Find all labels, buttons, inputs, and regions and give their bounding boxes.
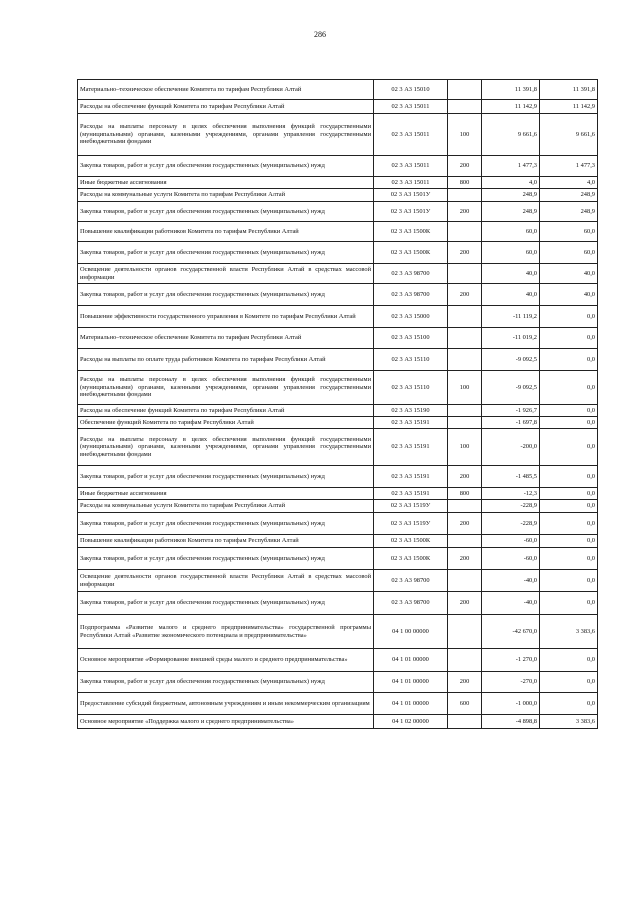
- cell-sum1: 248,9: [482, 189, 540, 202]
- cell-type: 200: [448, 592, 482, 615]
- cell-sum1: 11 142,9: [482, 100, 540, 114]
- cell-sum1: 40,0: [482, 284, 540, 306]
- cell-name: Основное мероприятие «Формирование внешней среды малого и среднего предпринимательства»: [78, 649, 374, 672]
- cell-name: Освещение деятельности органов государственной власти Республики Алтай в средствах массовой информации: [78, 264, 374, 284]
- cell-name: Обеспечение функций Комитета по тарифам Республики Алтай: [78, 417, 374, 429]
- cell-type: [448, 405, 482, 417]
- cell-sum2: 248,9: [540, 189, 598, 202]
- table-row: [78, 349, 598, 371]
- cell-code: 02 3 А3 15191: [374, 466, 448, 488]
- cell-sum1: -12,3: [482, 488, 540, 500]
- table-row: [78, 264, 598, 284]
- cell-name: Предоставление субсидий бюджетным, автономным учреждениям и иным некоммерческим организациям: [78, 693, 374, 715]
- cell-code: 04 1 01 00000: [374, 672, 448, 693]
- cell-type: 200: [448, 513, 482, 535]
- cell-sum1: 248,9: [482, 202, 540, 222]
- cell-type: [448, 100, 482, 114]
- table-row: [78, 417, 598, 429]
- cell-name: Закупка товаров, работ и услуг для обеспечения государственных (муниципальных) нужд: [78, 513, 374, 535]
- cell-code: 04 1 02 00000: [374, 715, 448, 729]
- cell-type: 200: [448, 242, 482, 264]
- cell-type: [448, 306, 482, 328]
- cell-type: [448, 649, 482, 672]
- cell-sum2: 248,9: [540, 202, 598, 222]
- cell-type: [448, 349, 482, 371]
- budget-table: [77, 79, 598, 729]
- cell-sum1: -11 019,2: [482, 328, 540, 349]
- table-row: [78, 592, 598, 615]
- cell-type: 600: [448, 693, 482, 715]
- table-row: [78, 649, 598, 672]
- cell-sum1: 60,0: [482, 242, 540, 264]
- table-row: [78, 114, 598, 156]
- cell-name: Закупка товаров, работ и услуг для обеспечения государственных (муниципальных) нужд: [78, 284, 374, 306]
- cell-sum2: 0,0: [540, 513, 598, 535]
- cell-name: Расходы на выплаты по оплате труда работников Комитета по тарифам Республики Алтай: [78, 349, 374, 371]
- cell-sum2: 0,0: [540, 488, 598, 500]
- table-row: [78, 306, 598, 328]
- cell-sum1: -9 092,5: [482, 371, 540, 405]
- cell-name: Закупка товаров, работ и услуг для обеспечения государственных (муниципальных) нужд: [78, 202, 374, 222]
- cell-sum1: -11 119,2: [482, 306, 540, 328]
- cell-sum2: 0,0: [540, 672, 598, 693]
- cell-sum1: -1 697,8: [482, 417, 540, 429]
- cell-code: 02 3 А3 15011: [374, 177, 448, 189]
- cell-code: 02 3 А3 1501У: [374, 189, 448, 202]
- cell-code: 04 1 00 00000: [374, 615, 448, 649]
- cell-code: 02 3 А3 98700: [374, 592, 448, 615]
- cell-type: [448, 570, 482, 592]
- cell-name: Закупка товаров, работ и услуг для обеспечения государственных (муниципальных) нужд: [78, 548, 374, 570]
- cell-name: Повышение эффективности государственного управления в Комитете по тарифам Республики Алтай: [78, 306, 374, 328]
- cell-code: 02 3 А3 98700: [374, 570, 448, 592]
- cell-name: Закупка товаров, работ и услуг для обеспечения государственных (муниципальных) нужд: [78, 592, 374, 615]
- cell-sum2: 0,0: [540, 405, 598, 417]
- cell-sum1: -40,0: [482, 592, 540, 615]
- cell-name: Расходы на обеспечение функций Комитета по тарифам Республики Алтай: [78, 100, 374, 114]
- cell-sum2: 0,0: [540, 349, 598, 371]
- table-row: [78, 202, 598, 222]
- cell-sum2: 4,0: [540, 177, 598, 189]
- cell-name: Закупка товаров, работ и услуг для обеспечения государственных (муниципальных) нужд: [78, 242, 374, 264]
- cell-type: 200: [448, 202, 482, 222]
- cell-sum2: 0,0: [540, 649, 598, 672]
- table-row: [78, 672, 598, 693]
- cell-code: 02 3 А3 1519У: [374, 500, 448, 513]
- table-row: [78, 715, 598, 729]
- cell-sum2: 3 383,6: [540, 715, 598, 729]
- cell-sum1: -1 485,5: [482, 466, 540, 488]
- cell-name: Закупка товаров, работ и услуг для обеспечения государственных (муниципальных) нужд: [78, 466, 374, 488]
- cell-sum1: 9 661,6: [482, 114, 540, 156]
- budget-table-body: [78, 80, 598, 729]
- cell-name: Расходы на коммунальные услуги Комитета по тарифам Республики Алтай: [78, 500, 374, 513]
- cell-sum2: 0,0: [540, 429, 598, 466]
- cell-sum1: 40,0: [482, 264, 540, 284]
- cell-type: [448, 417, 482, 429]
- cell-sum2: 11 142,9: [540, 100, 598, 114]
- table-row: [78, 500, 598, 513]
- table-row: [78, 513, 598, 535]
- cell-name: Основное мероприятие «Поддержка малого и среднего предпринимательства»: [78, 715, 374, 729]
- cell-sum1: -1 000,0: [482, 693, 540, 715]
- cell-name: Расходы на выплаты персоналу в целях обеспечения выполнения функций государственными (муниципальными) органами, казенными учреждениями, органами управления государственными внебюджетными фондами: [78, 114, 374, 156]
- table-row: [78, 284, 598, 306]
- cell-code: 02 3 А3 15011: [374, 100, 448, 114]
- cell-code: 02 3 А3 15100: [374, 328, 448, 349]
- table-row: [78, 615, 598, 649]
- table-row: [78, 100, 598, 114]
- table-row: [78, 488, 598, 500]
- cell-name: Закупка товаров, работ и услуг для обеспечения государственных (муниципальных) нужд: [78, 672, 374, 693]
- cell-sum2: 0,0: [540, 328, 598, 349]
- cell-sum2: 60,0: [540, 242, 598, 264]
- table-row: [78, 570, 598, 592]
- cell-sum1: 11 391,8: [482, 80, 540, 100]
- cell-sum1: -4 898,8: [482, 715, 540, 729]
- cell-name: Расходы на обеспечение функций Комитета по тарифам Республики Алтай: [78, 405, 374, 417]
- cell-name: Материально–техническое обеспечение Комитета по тарифам Республики Алтай: [78, 328, 374, 349]
- cell-type: [448, 80, 482, 100]
- cell-code: 02 3 А3 15011: [374, 156, 448, 177]
- cell-type: [448, 615, 482, 649]
- table-row: [78, 429, 598, 466]
- cell-type: 100: [448, 114, 482, 156]
- cell-sum1: -1 926,7: [482, 405, 540, 417]
- cell-code: 02 3 А3 15191: [374, 417, 448, 429]
- cell-code: 02 3 А3 15011: [374, 114, 448, 156]
- table-row: [78, 535, 598, 548]
- cell-type: 100: [448, 429, 482, 466]
- cell-code: 02 3 А3 1519У: [374, 513, 448, 535]
- cell-name: Подпрограмма «Развитие малого и среднего предпринимательства» государственной программы Республики Алтай «Развитие экономического потенциала и предпринимательства»: [78, 615, 374, 649]
- cell-code: 02 3 А3 15191: [374, 488, 448, 500]
- cell-type: [448, 500, 482, 513]
- table-row: [78, 405, 598, 417]
- table-row: [78, 242, 598, 264]
- cell-sum1: -40,0: [482, 570, 540, 592]
- table-row: [78, 328, 598, 349]
- table-row: [78, 693, 598, 715]
- cell-type: 800: [448, 177, 482, 189]
- cell-sum2: 0,0: [540, 466, 598, 488]
- cell-sum2: 0,0: [540, 306, 598, 328]
- cell-sum2: 40,0: [540, 264, 598, 284]
- page-number: 286: [314, 30, 326, 39]
- cell-sum1: 1 477,3: [482, 156, 540, 177]
- cell-sum1: 60,0: [482, 222, 540, 242]
- cell-code: 02 3 А3 1500К: [374, 222, 448, 242]
- cell-sum1: -228,9: [482, 513, 540, 535]
- cell-code: 02 3 А3 15190: [374, 405, 448, 417]
- table-row: [78, 156, 598, 177]
- cell-sum2: 1 477,3: [540, 156, 598, 177]
- cell-code: 04 1 01 00000: [374, 649, 448, 672]
- table-row: [78, 80, 598, 100]
- cell-sum1: -270,0: [482, 672, 540, 693]
- table-row: [78, 222, 598, 242]
- cell-code: 02 3 А3 1501У: [374, 202, 448, 222]
- cell-type: [448, 715, 482, 729]
- cell-code: 02 3 А3 98700: [374, 264, 448, 284]
- cell-code: 02 3 А3 15000: [374, 306, 448, 328]
- cell-name: Расходы на коммунальные услуги Комитета по тарифам Республики Алтай: [78, 189, 374, 202]
- cell-code: 02 3 А3 98700: [374, 284, 448, 306]
- cell-sum2: 0,0: [540, 371, 598, 405]
- cell-code: 02 3 А3 1500К: [374, 535, 448, 548]
- cell-type: 200: [448, 284, 482, 306]
- cell-sum2: 3 383,6: [540, 615, 598, 649]
- cell-sum2: 0,0: [540, 693, 598, 715]
- cell-name: Иные бюджетные ассигнования: [78, 488, 374, 500]
- cell-name: Повышение квалификации работников Комитета по тарифам Республики Алтай: [78, 222, 374, 242]
- cell-type: [448, 189, 482, 202]
- cell-type: 100: [448, 371, 482, 405]
- cell-code: 02 3 А3 15010: [374, 80, 448, 100]
- cell-type: [448, 222, 482, 242]
- cell-name: Освещение деятельности органов государственной власти Республики Алтай в средствах массовой информации: [78, 570, 374, 592]
- cell-sum2: 40,0: [540, 284, 598, 306]
- cell-sum1: -60,0: [482, 535, 540, 548]
- cell-type: 200: [448, 466, 482, 488]
- cell-type: [448, 328, 482, 349]
- cell-sum2: 0,0: [540, 417, 598, 429]
- cell-type: 200: [448, 548, 482, 570]
- cell-sum1: -228,9: [482, 500, 540, 513]
- cell-sum2: 11 391,8: [540, 80, 598, 100]
- cell-name: Расходы на выплаты персоналу в целях обеспечения выполнения функций государственными (муниципальными) органами, казенными учреждениями, органами управления государственными внебюджетными фондами: [78, 371, 374, 405]
- cell-sum2: 0,0: [540, 592, 598, 615]
- cell-code: 02 3 А3 15191: [374, 429, 448, 466]
- cell-type: [448, 535, 482, 548]
- cell-name: Закупка товаров, работ и услуг для обеспечения государственных (муниципальных) нужд: [78, 156, 374, 177]
- cell-sum2: 0,0: [540, 535, 598, 548]
- table-row: [78, 189, 598, 202]
- cell-sum1: -1 270,0: [482, 649, 540, 672]
- table-row: [78, 548, 598, 570]
- cell-code: 02 3 А3 15110: [374, 349, 448, 371]
- table-row: [78, 371, 598, 405]
- cell-sum2: 60,0: [540, 222, 598, 242]
- table-row: [78, 466, 598, 488]
- cell-code: 02 3 А3 1500К: [374, 242, 448, 264]
- cell-sum2: 0,0: [540, 548, 598, 570]
- cell-sum2: 0,0: [540, 500, 598, 513]
- cell-name: Повышение квалификации работников Комитета по тарифам Республики Алтай: [78, 535, 374, 548]
- cell-sum2: 9 661,6: [540, 114, 598, 156]
- cell-sum1: -42 670,0: [482, 615, 540, 649]
- cell-code: 02 3 А3 1500К: [374, 548, 448, 570]
- cell-sum1: -60,0: [482, 548, 540, 570]
- cell-type: 200: [448, 672, 482, 693]
- cell-sum2: 0,0: [540, 570, 598, 592]
- cell-name: Иные бюджетные ассигнования: [78, 177, 374, 189]
- cell-type: 200: [448, 156, 482, 177]
- cell-sum1: 4,0: [482, 177, 540, 189]
- cell-sum1: -9 092,5: [482, 349, 540, 371]
- cell-name: Материально–техническое обеспечение Комитета по тарифам Республики Алтай: [78, 80, 374, 100]
- cell-type: [448, 264, 482, 284]
- cell-type: 800: [448, 488, 482, 500]
- cell-code: 02 3 А3 15110: [374, 371, 448, 405]
- cell-code: 04 1 01 00000: [374, 693, 448, 715]
- table-row: [78, 177, 598, 189]
- cell-sum1: -200,0: [482, 429, 540, 466]
- cell-name: Расходы на выплаты персоналу в целях обеспечения выполнения функций государственными (муниципальными) органами, казенными учреждениями, органами управления государственными внебюджетными фондами: [78, 429, 374, 466]
